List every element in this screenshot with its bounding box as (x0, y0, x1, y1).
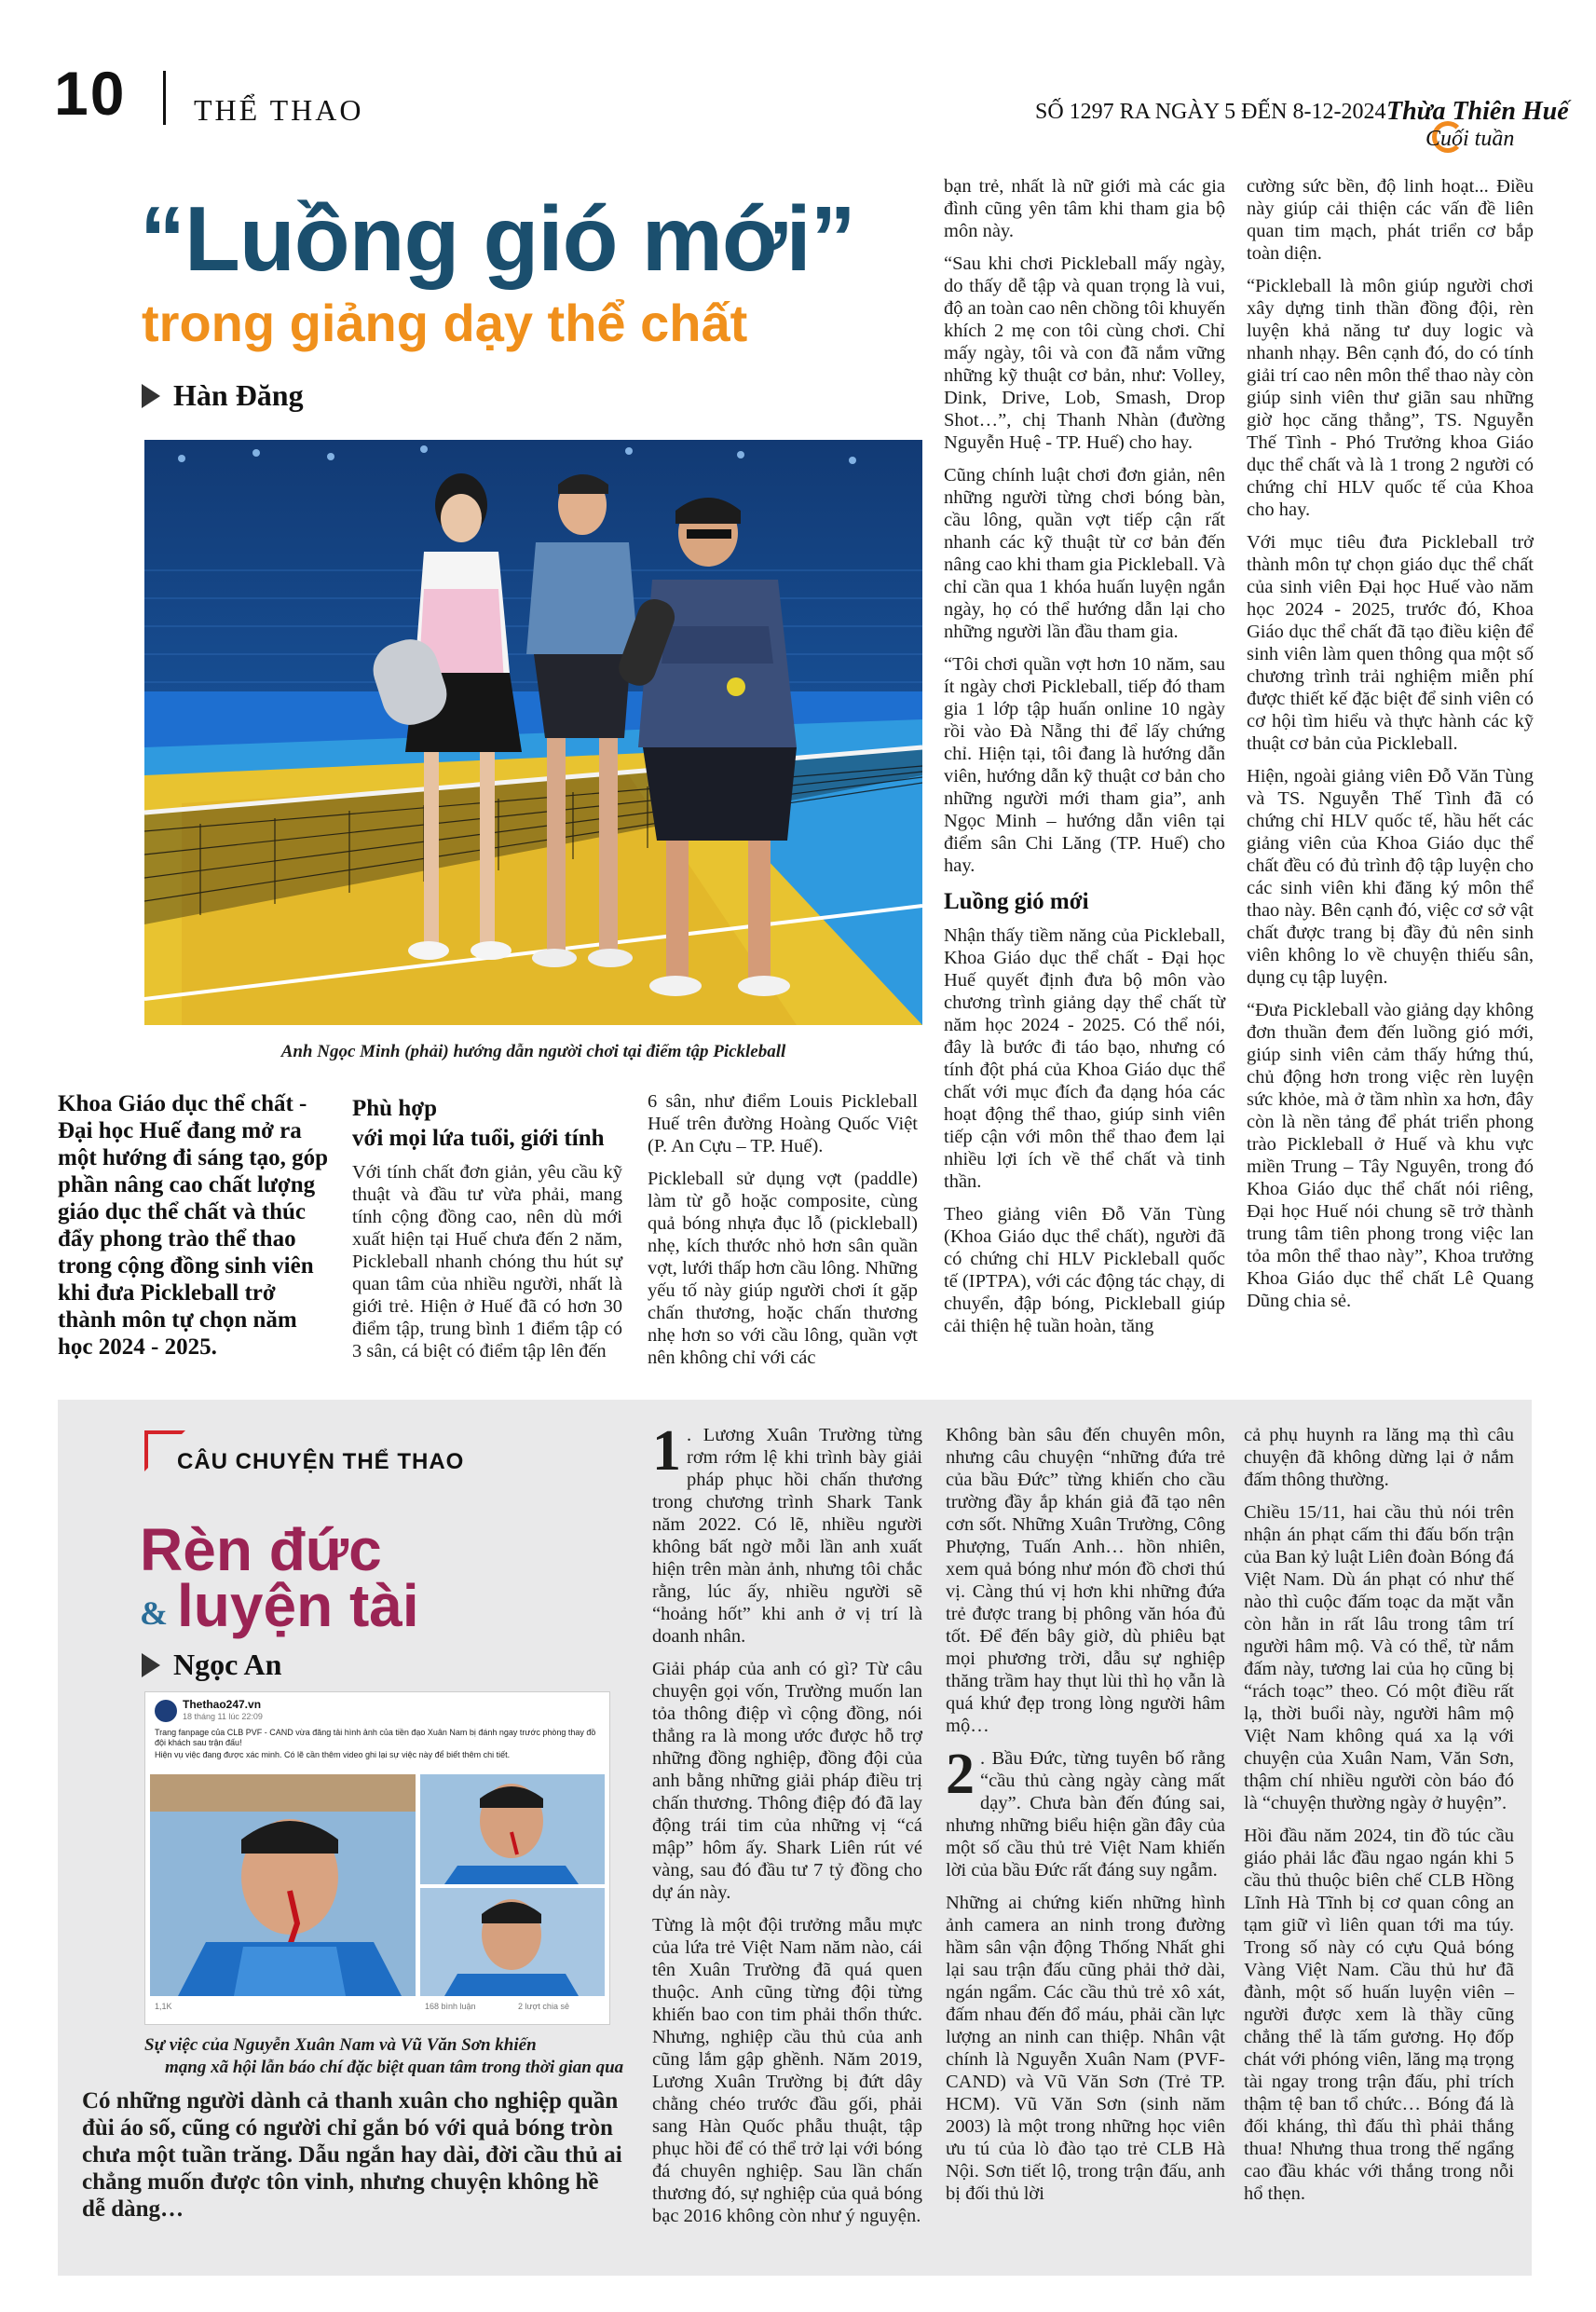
paragraph: Chiều 15/11, hai cầu thủ nói trên nhận án phạt cấm thi đấu bốn trận của Ban kỷ luật Liên đoàn Bóng đá Việt Nam. Dù án phạt có như thế nào thì cuộc đấm toạc da mặt vẫn còn hằn in rất lâu trong tâm trí người hâm mộ. Và có thể, từ nắm đấm này, tương lai của họ cũng bị “rách toạc” theo. Có một điều rất lạ, thời buổi này, người hâm mộ Việt Nam không quá xa lạ với chuyện của Xuân Nam, Văn Sơn, thậm chí nhiều người còn báo đó là “chuyện thường ngày ở huyện”. (1244, 1502, 1514, 1813)
drop-number-2: 2 (946, 1743, 975, 1806)
story-title-ampersand: & (140, 1594, 168, 1632)
paragraph: Từng là một đội trưởng mẫu mực của lứa trẻ Việt Nam năm nào, cái tên Xuân Trường đã quá quen thuộc. Anh cũng từng đội từng khiến bao con tim phải thổn thức. Nhưng, nghiệp cầu thủ của anh cũng lắm gập ghềnh. Năm 2019, Lương Xuân Trường bị đứt dây chằng chéo trước đầu gối, phải sang Hàn Quốc phẫu thuật, tập phục hồi để có thể trở lại với bóng đá chuyên nghiệp. Sau lần chấn thương đó, sự nghiệp của quả bóng bạc 2016 không còn như ý nguyện. (652, 1915, 922, 2226)
post-time: 18 tháng 11 lúc 22:09 (183, 1712, 263, 1721)
post-likes: 1,1K (155, 2002, 172, 2011)
paragraph: “Pickleball là môn giúp người chơi xây dựng tinh thần đồng đội, rèn luyện khả năng tư duy logic và nhanh nhạy. Bên cạnh đó, do có tính giải trí cao nên môn thể thao này còn giúp sinh viên thư giãn sau những giờ học căng thẳng”, TS. Nguyễn Thế Tình - Phó Trưởng khoa Giáo dục thể chất và là 1 trong 2 người có chứng chỉ HLV quốc tế của Khoa cho hay. (1247, 276, 1534, 520)
story-column-3 (946, 1424, 1225, 2215)
article-column-2 (352, 1094, 622, 1373)
article-column-4 (944, 175, 1225, 1348)
author-name: Hàn Đăng (173, 378, 304, 412)
story-byline (142, 1648, 281, 1682)
paragraph: Pickleball sử dụng vợt (paddle) làm từ gỗ hoặc composite, cùng quả bóng nhựa đục lỗ (pickleball) nhẹ, kích thước nhỏ hơn sân quần vợt, lưới thấp hơn cầu lông. Những yếu tố này giúp người chơi ít gặp chấn thương, hoặc chấn thương nhẹ hơn so với cầu lông, quần vợt nên không chỉ với các (648, 1169, 918, 1368)
sub-heading-line-1: Phù hợp (352, 1096, 437, 1121)
paragraph: Hồi đầu năm 2024, tin đồ túc cầu giáo phải lắc đầu ngao ngán khi 5 cầu thủ thuộc biên chế CLB Hồng Lĩnh Hà Tĩnh bị cơ quan công an tạm giữ vì liên quan tới ma túy. Trong số này có cựu Quả bóng Vàng Việt Nam. Cầu thủ hư đã đành, một số huấn luyện viên – người được xem là thầy cũng chẳng thể là tấm gương. Họ đốp chát với phóng viên, lăng mạ trọng tài ngay trong trận đấu, phỉ trích thậm tệ ban tổ chức… Bóng đá là đối kháng, thì đấu thì phải thắng thua! Nhưng thua trong thế ngẩng cao đầu khác với thắng trong nỗi hổ thẹn. (1244, 1826, 1514, 2204)
story-column-4 (1244, 1424, 1514, 2215)
story-kicker: CÂU CHUYỆN THỂ THAO (177, 1449, 465, 1474)
sub-heading-line-2: với mọi lứa tuổi, giới tính (352, 1126, 605, 1151)
paragraph: cường sức bền, độ linh hoạt... Điều này giúp cải thiện các vấn đề liên quan tim mạch, phát triển cơ bắp toàn diện. (1247, 176, 1534, 264)
social-post-screenshot (144, 1691, 610, 2025)
paragraph: Cũng chính luật chơi đơn giản, nên những người từng chơi bóng bàn, cầu lông, quần vợt tiếp cận rất nhanh các kỹ thuật từ cơ bản đến nâng cao khi tham gia Pickleball. Và chỉ cần qua 1 khóa huấn luyện ngắn ngày, họ có thể hướng dẫn lại cho những người lần đầu tham gia. (944, 465, 1225, 642)
drop-number-1: 1 (652, 1419, 681, 1483)
pickleball-photo (144, 440, 922, 1025)
post-account: Thethao247.vn (183, 1698, 262, 1711)
photo-caption: Anh Ngọc Minh (phải) hướng dẫn người chơi tại điểm tập Pickleball (280, 1042, 786, 1061)
play-triangle-icon (142, 1653, 160, 1677)
paragraph: Theo giảng viên Đỗ Văn Tùng (Khoa Giáo dục thể chất), người đã có chứng chỉ HLV Pickleball quốc tế (IPTPA), với các động tác chạy, di chuyển, đập bóng, Pickleball giúp cải thiện hệ tuần hoàn, tăng (944, 1204, 1225, 1336)
publication-name: Thừa Thiên Huế (1386, 97, 1569, 126)
story-column-2 (652, 1419, 922, 2237)
paragraph: Giải pháp của anh có gì? Từ câu chuyện gọi vốn, Trường muốn lan tỏa thông điệp vì cộng đồng, nói thẳng ra là mong ước được hỗ trợ những đồng nghiệp, đồng đội của anh bằng những giải pháp điều trị chấn thương. Thông điệp đó đã lay động trái tim của những vị “cá mập” hôm ấy. Shark Liên rút vé vàng, sau đó đầu tư 7 tỷ đồng cho dự án này. (652, 1659, 922, 1903)
sub-heading-luong-gio-moi: Luồng gió mới (944, 889, 1089, 914)
article-column-5 (1247, 175, 1534, 1322)
caption-line-2: mạng xã hội lẫn báo chí đặc biệt quan tâm trong thời gian qua (165, 2058, 624, 2077)
post-text: Trang fanpage của CLB PVF - CAND vừa đăng tải hình ảnh của tiền đạo Xuân Nam bị đánh ngay trước phòng thay đồ đội khách sau trận đấu! (155, 1728, 596, 1747)
paragraph: “Đưa Pickleball vào giảng dạy không đơn thuần đem đến luồng gió mới, giúp sinh viên cảm thấy hứng thú, chủ động hơn trong việc rèn luyện sức khỏe, mà ở tầm nhìn xa hơn, đây còn là nền tảng để phát triển phong trào Pickleball ở Huế và khu vực miền Trung – Tây Nguyên, trong đó Khoa Giáo dục thể chất nói riêng, Đại học Huế nói chung sẽ trở thành trung tâm tiên phong trong việc lan tỏa môn thể thao này”, Khoa trưởng Khoa Giáo dục thể chất Lê Quang Dũng chia sẻ. (1247, 1000, 1534, 1311)
issue-info: SỐ 1297 RA NGÀY 5 ĐẾN 8-12-2024 (1035, 100, 1386, 124)
article-column-3 (648, 1090, 918, 1379)
paragraph: Với tính chất đơn giản, yêu cầu kỹ thuật và đầu tư vừa phải, mang tính cộng đồng cao, nên dù mới xuất hiện tại Huế chưa đến 2 năm, Pickleball nhanh chóng thu hút sự quan tâm của nhiều người, nhất là giới trẻ. Hiện ở Huế đã có hơn 30 điểm tập, trung bình 1 điểm tập có 3 sân, cá biệt có điểm tập lên đến (352, 1162, 622, 1361)
paragraph: cả phụ huynh ra lăng mạ thì câu chuyện đã không dừng lại ở nắm đấm thông thường. (1244, 1425, 1514, 1490)
paragraph: “Sau khi chơi Pickleball mấy ngày, do thấy dễ tập và quan trọng là vui, độ an toàn cao nên chồng tôi khuyến khích 2 mẹ con tôi cùng chơi. Chỉ mấy ngày, tôi và con đã nắm vững những kỹ thuật cơ bản, như: Volley, Dink, Drive, Lob, Smash, Drop Shot…”, chị Thanh Nhàn (đường Nguyễn Huệ - TP. Huế) cho hay. (944, 253, 1225, 453)
page-number: 10 (54, 59, 127, 128)
article-byline (142, 378, 304, 413)
play-triangle-icon (142, 384, 160, 408)
paragraph: Những ai chứng kiến những hình ảnh camera an ninh trong đường hầm sân vận động Thống Nhất ghi lại sau trận đấu cũng phải thở dài, ngán ngẩm. Các cầu thủ trẻ xô xát, đấm nhau đến đổ máu, phải cần lực lượng an ninh can thiệp. Nhân vật chính là Nguyễn Xuân Nam (PVF-CAND) và Vũ Văn Sơn (Trẻ TP. HCM). Vũ Văn Sơn (sinh năm 2003) là một trong những học viên ưu tú của lò đào tạo trẻ CLB Hà Nội. Sơn tiết lộ, trong trận đấu, anh bị đối thủ lời (946, 1893, 1225, 2204)
post-shares: 2 lượt chia sẻ (518, 2002, 569, 2011)
paragraph (652, 1419, 922, 1648)
sub-heading (352, 1094, 622, 1154)
section-title: THỂ THAO (194, 93, 364, 127)
avatar (155, 1700, 177, 1722)
paragraph: bạn trẻ, nhất là nữ giới mà các gia đình cũng yên tâm khi tham gia bộ môn này. (944, 176, 1225, 241)
post-comments: 168 bình luận (425, 2002, 476, 2011)
paragraph: Nhận thấy tiềm năng của Pickleball, Khoa Giáo dục thể chất - Đại học Huế quyết định đưa bộ môn vào chương trình giảng dạy thể chất từ năm học 2024 - 2025. Có thể nói, đây là bước đi táo bạo, nhưng có tính đột phá của Khoa Giáo dục thể chất với mục đích đa dạng hóa các hoạt động thể thao, giúp sinh viên tiếp cận với môn thể thao đem lại nhiều lợi ích về thể chất và tinh thần. (944, 925, 1225, 1192)
paragraph (946, 1743, 1225, 1881)
article-lead: Khoa Giáo dục thể chất - Đại học Huế đang mở ra một hướng đi sáng tạo, góp phần nâng cao chất lượng giáo dục thể chất và thúc đẩy phong trào thể thao trong cộng đồng sinh viên khi đưa Pickleball trở thành môn tự chọn năm học 2024 - 2025. (58, 1091, 329, 1360)
story-lead: Có những người dành cả thanh xuân cho nghiệp quần đùi áo số, cũng có người chỉ gắn bó với quả bóng tròn chưa một tuần trăng. Dẫu ngắn hay dài, đời cầu thủ ai chẳng muốn được tôn vinh, nhưng chuyện không hề dễ dàng… (82, 2088, 622, 2222)
paragraph-text: . Lương Xuân Trường từng rơm rớm lệ khi trình bày giải pháp phục hồi chấn thương trong chương trình Shark Tank năm 2022. Có lẽ, nhiều người không bất ngờ mỗi lần anh xuất hiện trên màn ảnh, nhưng tôi chắc rằng, lúc ấy, nhiều người sẽ “hoảng hốt” khi anh ở vị trí là doanh nhân. (652, 1425, 922, 1647)
paragraph: Với mục tiêu đưa Pickleball trở thành môn tự chọn giáo dục thể chất của sinh viên Đại học Huế vào năm học 2024 - 2025, trước đó, Khoa Giáo dục thể chất đã tạo điều kiện để sinh viên làm quen thông qua một số chương trình trải nghiệm miễn phí được thiết kế đặc biệt để sinh viên có cơ hội tìm hiểu và thực hành các kỹ thuật cơ bản của Pickleball. (1247, 532, 1534, 754)
article-title: “Luồng gió mới” (140, 187, 855, 290)
paragraph: 6 sân, như điểm Louis Pickleball Huế trên đường Hoàng Quốc Việt (P. An Cựu – TP. Huế). (648, 1091, 918, 1156)
publication-subtitle: Cuối tuần (1425, 127, 1515, 151)
header-divider (163, 71, 166, 125)
paragraph: “Tôi chơi quần vợt hơn 10 năm, sau ít ngày chơi Pickleball, tiếp đó tham gia 1 lớp tập huấn online 10 ngày rồi vào Đà Nẵng thi để lấy chứng chỉ. Hiện tại, tôi đang là hướng dẫn viên, hướng dẫn kỹ thuật cơ bản cho những người mới tham gia”, anh Ngọc Minh – hướng dẫn viên tại điểm sân Chi Lăng (TP. Huế) cho hay. (944, 654, 1225, 876)
story-title-line-1: Rèn đức (140, 1516, 382, 1583)
post-text-2: Hiện vụ việc đang được xác minh. Có lẽ cần thêm video ghi lại sự việc này để biết thêm chi tiết. (155, 1750, 511, 1759)
post-photo-collage (150, 1774, 605, 1996)
paragraph: Không bàn sâu đến chuyên môn, nhưng câu chuyện “những đứa trẻ của bầu Đức” từng khiến cho cầu trường đầy ắp khán giả đã tạo nên cơn sốt. Những Xuân Trường, Công Phượng, Tuấn Anh… hồn nhiên, xem quả bóng như món đồ chơi thú vị. Càng thú vị hơn khi những đứa trẻ được trang bị phông văn hóa đủ tốt. Để đến bây giờ, dù phiêu bạt mọi phương trời, dẫu sự nghiệp thăng trầm hay thụt lùi thì họ vẫn là quá khứ đẹp trong lòng người hâm mộ… (946, 1425, 1225, 1736)
caption-line-1: Sự việc của Nguyễn Xuân Nam và Vũ Văn Sơn khiến (144, 2035, 537, 2055)
paragraph-text: . Bầu Đức, từng tuyên bố rằng “cầu thủ càng ngày càng mất dạy”. Chưa bàn đến đúng sai, nhưng những biểu hiện gần đây của một số cầu thủ trẻ Việt Nam khiến lời của bầu Đức rất đáng suy ngẫm. (946, 1748, 1225, 1881)
paragraph: Hiện, ngoài giảng viên Đỗ Văn Tùng và TS. Nguyễn Thế Tình đã có chứng chỉ HLV quốc tế, hầu hết các giảng viên của Khoa Giáo dục thể chất đều có đủ trình độ tập luyện cho các sinh viên khi đăng ký môn thể thao này. Bên cạnh đó, việc cơ sở vật chất được trang bị đầy đủ nên sinh viên không lo về chuyện thiếu sân, dụng cụ tập luyện. (1247, 766, 1534, 988)
article-subtitle: trong giảng dạy thể chất (142, 294, 748, 352)
story-photo-caption (144, 2034, 629, 2079)
author-name: Ngọc An (173, 1648, 282, 1681)
pickleball-court-illustration (144, 440, 922, 1025)
story-title-line-2: luyện tài (177, 1572, 419, 1639)
